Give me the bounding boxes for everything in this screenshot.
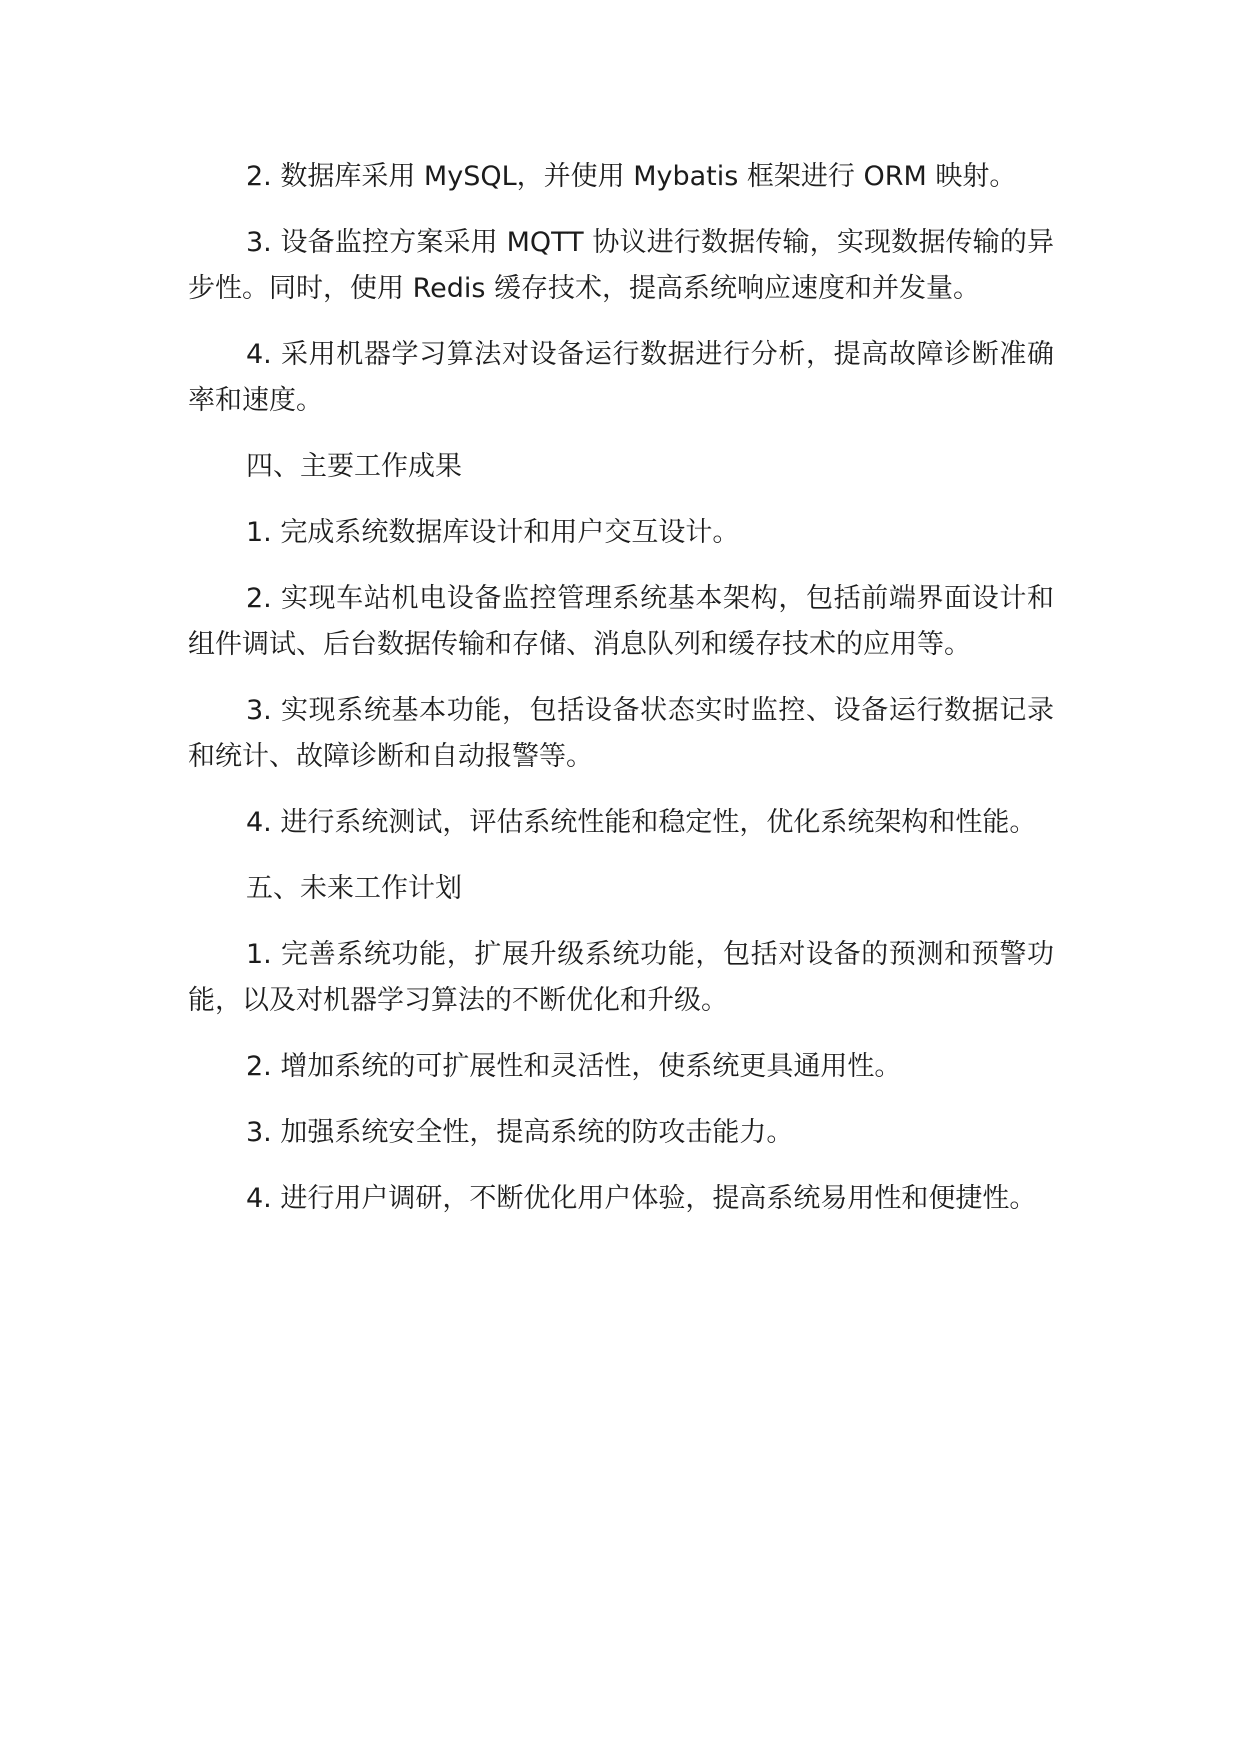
paragraph-plan-2: 2. 增加系统的可扩展性和灵活性，使系统更具通用性。 <box>246 1051 902 1082</box>
paragraph-achievement-4: 4. 进行系统测试，评估系统性能和稳定性，优化系统架构和性能。 <box>246 807 1037 838</box>
section-heading-future-plan: 五、未来工作计划 <box>246 873 462 904</box>
paragraph-achievement-3: 3. 实现系统基本功能，包括设备状态实时监控、设备运行数据记录和统计、故障诊断和自动报警等。 <box>188 695 1054 772</box>
paragraph-plan-3: 3. 加强系统安全性，提高系统的防攻击能力。 <box>246 1117 794 1148</box>
paragraph-mqtt-redis: 3. 设备监控方案采用 MQTT 协议进行数据传输，实现数据传输的异步性。同时，使用 Redis 缓存技术，提高系统响应速度和并发量。 <box>188 227 1054 304</box>
paragraph-achievement-2: 2. 实现车站机电设备监控管理系统基本架构，包括前端界面设计和组件调试、后台数据传输和存储、消息队列和缓存技术的应用等。 <box>188 583 1054 660</box>
section-heading-achievements: 四、主要工作成果 <box>246 451 462 482</box>
paragraph-achievement-1: 1. 完成系统数据库设计和用户交互设计。 <box>246 517 740 548</box>
document-body <box>188 154 1054 1242</box>
paragraph-machine-learning: 4. 采用机器学习算法对设备运行数据进行分析，提高故障诊断准确率和速度。 <box>188 339 1054 416</box>
paragraph-plan-4: 4. 进行用户调研，不断优化用户体验，提高系统易用性和便捷性。 <box>246 1183 1037 1214</box>
paragraph-db-mysql: 2. 数据库采用 MySQL，并使用 Mybatis 框架进行 ORM 映射。 <box>246 161 1017 192</box>
paragraph-plan-1: 1. 完善系统功能，扩展升级系统功能，包括对设备的预测和预警功能，以及对机器学习算法的不断优化和升级。 <box>188 939 1054 1016</box>
